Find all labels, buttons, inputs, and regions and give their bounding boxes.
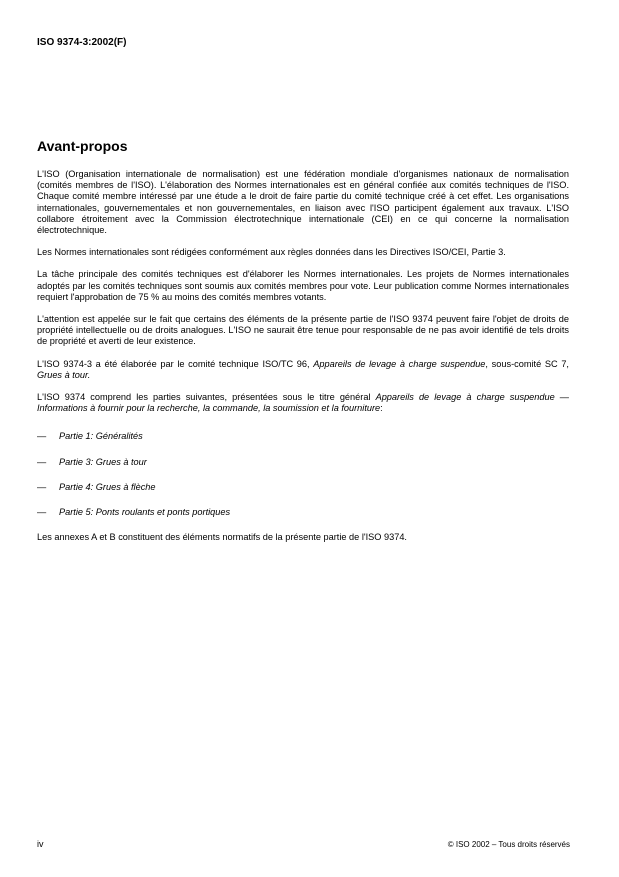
foreword-body	[37, 169, 569, 554]
page-number: iv	[37, 839, 44, 849]
list-item	[37, 482, 569, 493]
subcommittee-text: , sous-comité SC 7,	[485, 358, 569, 369]
paragraph-patent-rights: L'attention est appelée sur le fait que certains des éléments de la présente partie de l'ISO 9374 peuvent faire l'objet de droits de propriété intellectuelle ou de droits analogues. L'ISO ne saurait être tenue pour responsable de ne pas avoir identifié de tels droits de propriété et averti de leur existence.	[37, 314, 569, 347]
section-title: Avant-propos	[37, 138, 128, 154]
document-id: ISO 9374-3:2002(F)	[37, 37, 127, 48]
prepared-by-text: L'ISO 9374-3 a été élaborée par le comité technique ISO/TC 96,	[37, 358, 314, 369]
part-title: Partie 5: Ponts roulants et ponts portiques	[59, 507, 231, 518]
general-title: Appareils de levage à charge suspendue — Informations à fournir pour la recherche, la commande, la soumission et la fourniture	[37, 392, 569, 414]
part-title: Partie 3: Grues à tour	[59, 456, 147, 467]
subcommittee-title: Grues à tour.	[37, 369, 91, 380]
dash-bullet: —	[37, 481, 47, 492]
dash-bullet: —	[37, 456, 47, 467]
list-item	[37, 507, 569, 518]
paragraph-technical-committees: La tâche principale des comités techniques est d'élaborer les Normes internationales. Les projets de Normes internationales adoptés par les comités techniques sont soumis aux comités membres pour vote. Leur publication comme Normes internationales requiert l'approbation de 75 % au moins des comités membres votants.	[37, 269, 569, 302]
parts-intro-colon: :	[380, 403, 383, 414]
list-item	[37, 431, 569, 442]
paragraph-annexes: Les annexes A et B constituent des éléments normatifs de la présente partie de l'ISO 9374.	[37, 532, 407, 543]
paragraph-prepared-by	[37, 359, 569, 381]
copyright-notice: © ISO 2002 – Tous droits réservés	[447, 840, 570, 849]
dash-bullet: —	[37, 507, 47, 518]
paragraph-iso-organisation: L'ISO (Organisation internationale de normalisation) est une fédération mondiale d'organismes nationaux de normalisation (comités membres de l'ISO). L'élaboration des Normes internationales est en général confiée aux comités techniques de l'ISO. Chaque comité membre intéressé par une étude a le droit de faire partie du comité technique créé à cet effet. Les organisations internationales, gouvernementales et non gouvernementales, en liaison avec l'ISO participent également aux travaux. L'ISO collabore étroitement avec la Commission électrotechnique internationale (CEI) en ce qui concerne la normalisation électrotechnique.	[37, 169, 569, 236]
part-title: Partie 1: Généralités	[59, 431, 143, 442]
dash-bullet: —	[37, 431, 47, 442]
paragraph-directives: Les Normes internationales sont rédigées conformément aux règles données dans les Directives ISO/CEI, Partie 3.	[37, 247, 506, 258]
committee-title: Appareils de levage à charge suspendue	[313, 358, 486, 369]
paragraph-parts-intro	[37, 392, 569, 414]
list-item	[37, 457, 569, 468]
parts-intro-text: L'ISO 9374 comprend les parties suivantes, présentées sous le titre général	[37, 392, 376, 403]
part-title: Partie 4: Grues à flèche	[59, 481, 156, 492]
